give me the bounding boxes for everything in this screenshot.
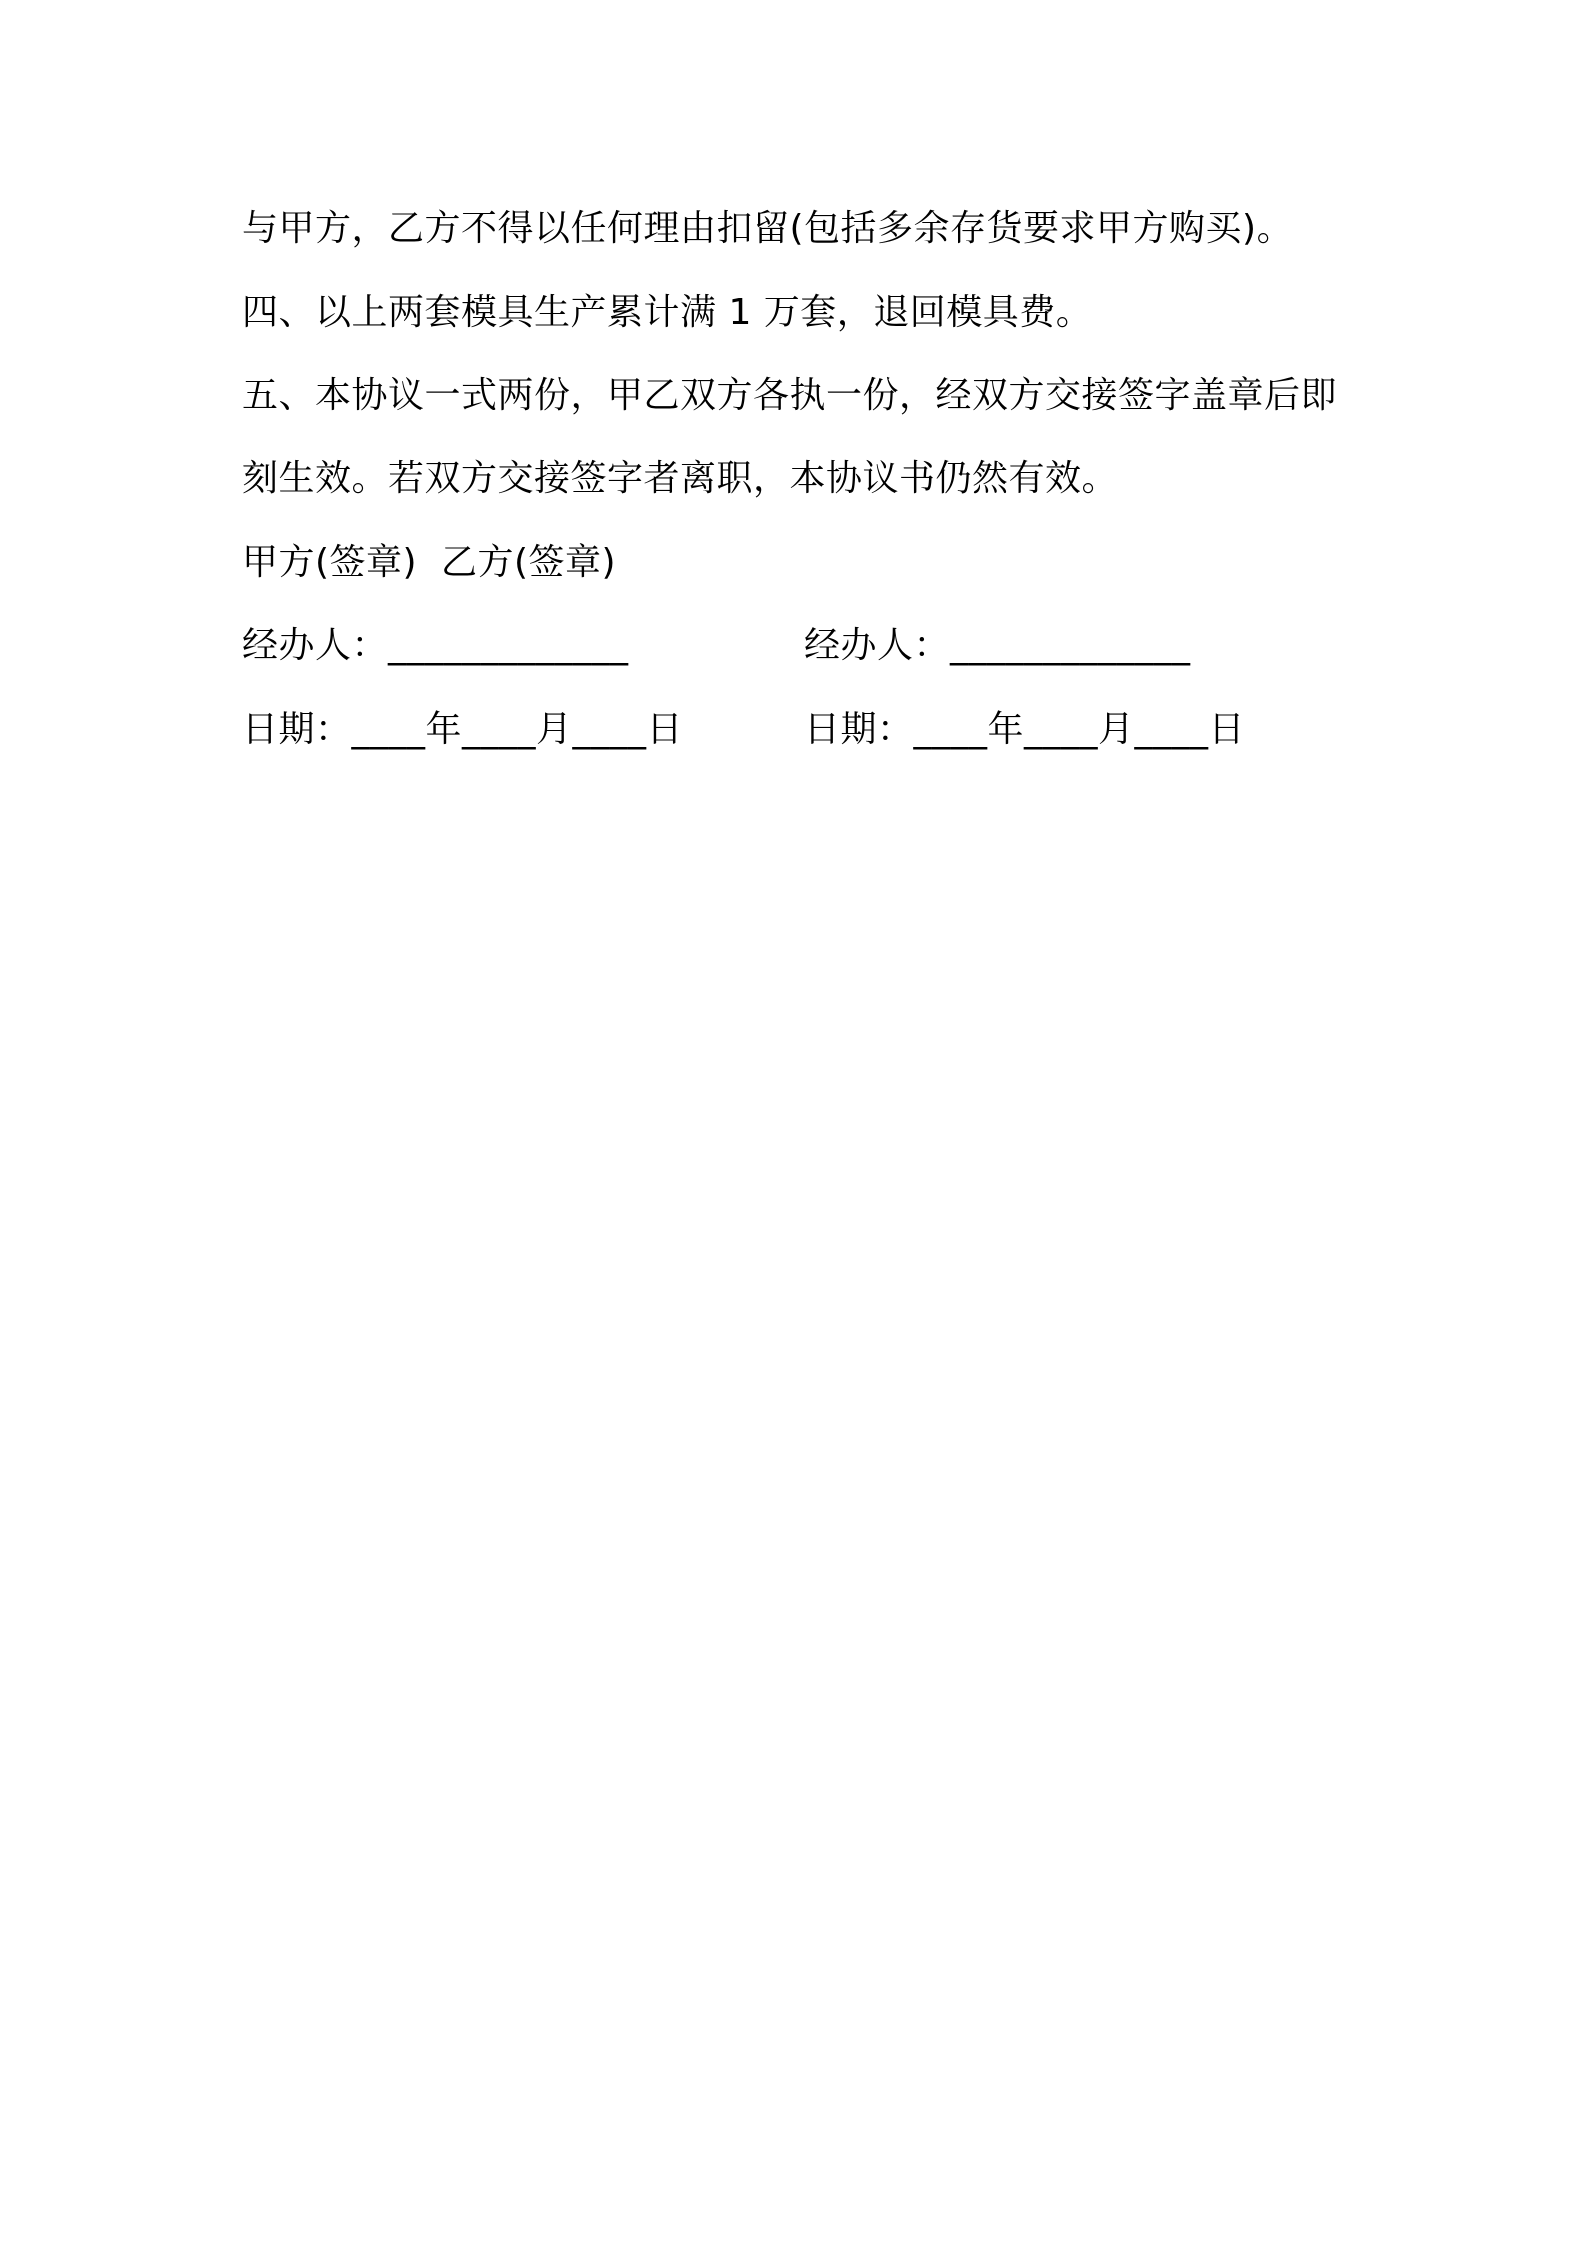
clause-five-line-1: 五、本协议一式两份，甲乙双方各执一份，经双方交接签字盖章后即 (242, 375, 1338, 416)
handler-left: 经办人：_____________ (242, 625, 629, 666)
clause-five-line-2: 刻生效。若双方交接签字者离职，本协议书仍然有效。 (242, 458, 1119, 499)
clause-four: 四、以上两套模具生产累计满 1 万套，退回模具费。 (242, 292, 1093, 333)
paragraph-line-1: 与甲方，乙方不得以任何理由扣留(包括多余存货要求甲方购买)。 (242, 208, 1294, 249)
handler-right: 经办人：_____________ (804, 625, 1191, 666)
date-right: 日期：____年____月____日 (804, 709, 1246, 750)
signature-parties: 甲方(签章) 乙方(签章) (242, 542, 617, 583)
date-left: 日期：____年____月____日 (242, 709, 684, 750)
